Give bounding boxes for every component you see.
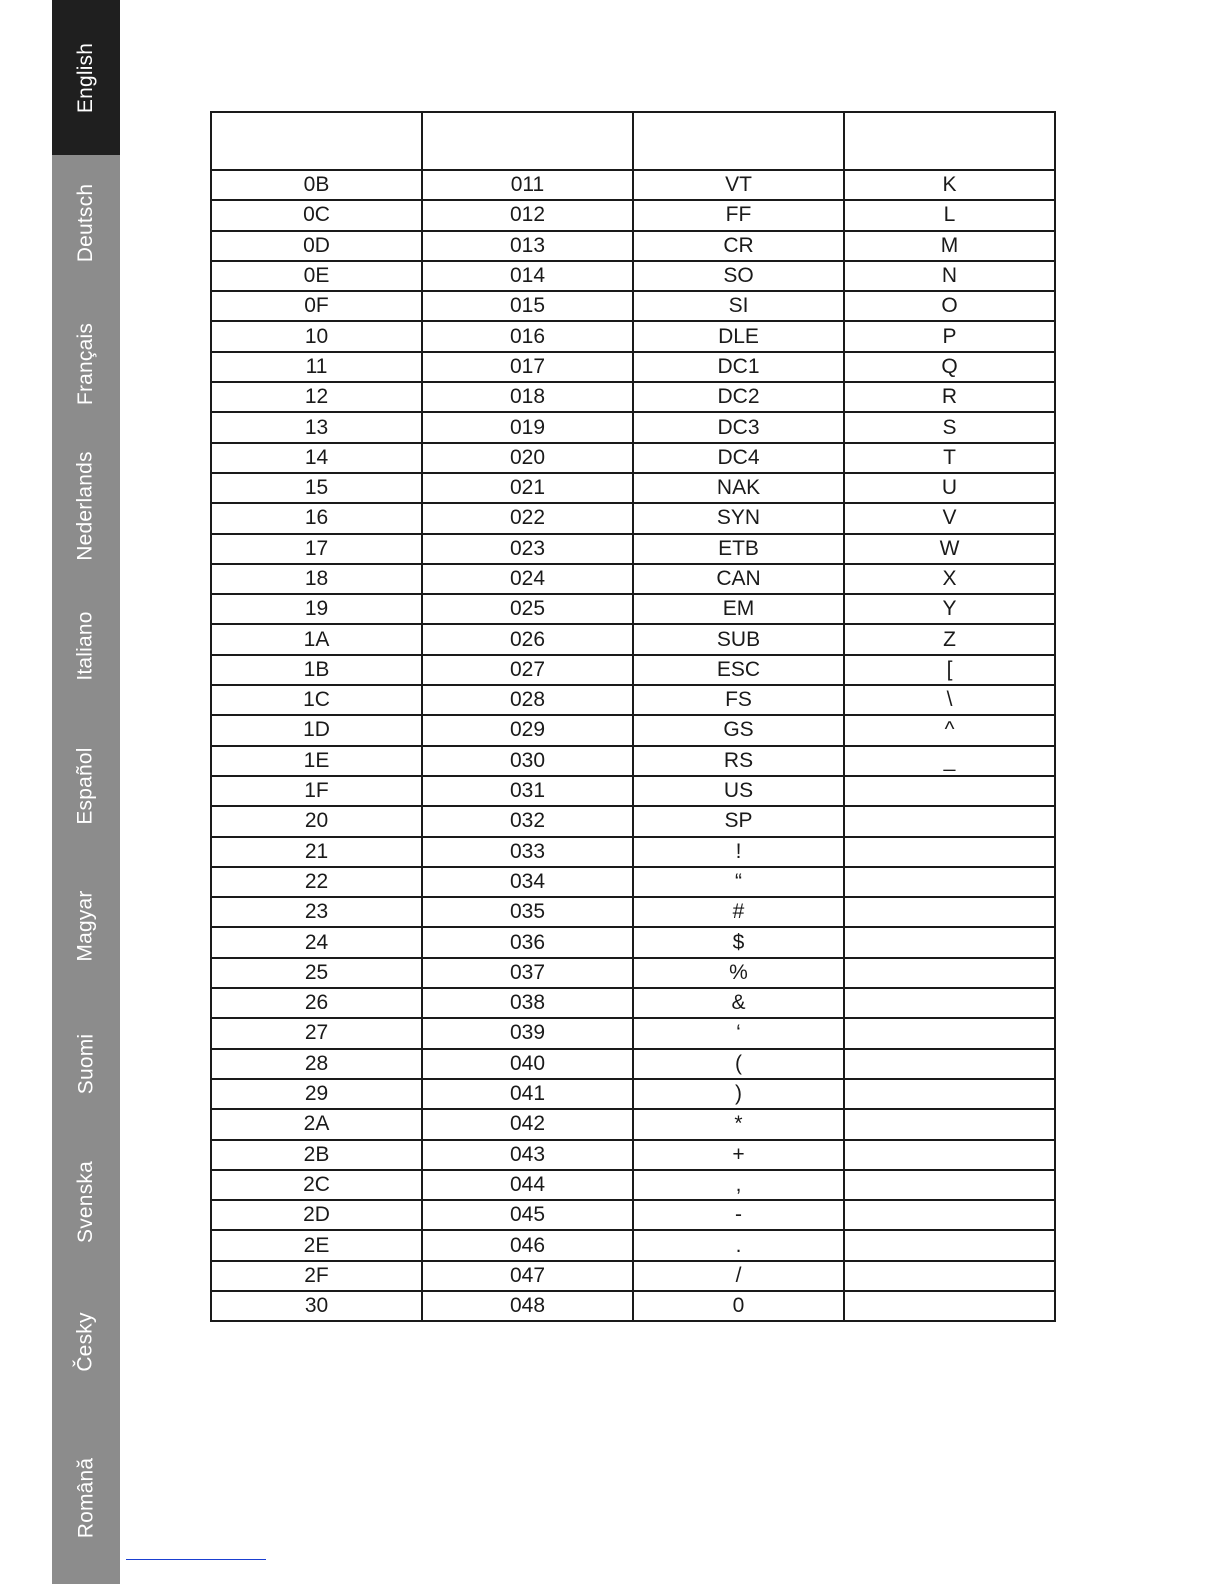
lang-tab-label: English xyxy=(74,42,97,113)
decimal-cell: 011 xyxy=(422,170,633,200)
lang-tab-deutsch[interactable] xyxy=(52,155,120,291)
key-cell xyxy=(844,806,1055,836)
table-row xyxy=(211,443,1055,473)
table-row xyxy=(211,1170,1055,1200)
table-row xyxy=(211,927,1055,957)
table-row xyxy=(211,958,1055,988)
table-row xyxy=(211,231,1055,261)
character-cell: DC2 xyxy=(633,382,844,412)
character-cell: SP xyxy=(633,806,844,836)
character-cell: ( xyxy=(633,1049,844,1079)
key-cell xyxy=(844,927,1055,957)
table-row xyxy=(211,382,1055,412)
table-row xyxy=(211,1200,1055,1230)
table-row xyxy=(211,473,1055,503)
character-cell: DC4 xyxy=(633,443,844,473)
character-cell: - xyxy=(633,1200,844,1230)
decimal-cell: 040 xyxy=(422,1049,633,1079)
decimal-cell: 038 xyxy=(422,988,633,1018)
header-cell-char xyxy=(633,112,844,170)
key-cell xyxy=(844,837,1055,867)
decimal-cell: 016 xyxy=(422,321,633,351)
character-cell: VT xyxy=(633,170,844,200)
hex-cell: 14 xyxy=(211,443,422,473)
key-cell: \ xyxy=(844,685,1055,715)
character-cell: ! xyxy=(633,837,844,867)
key-cell xyxy=(844,1291,1055,1321)
key-cell xyxy=(844,1200,1055,1230)
key-cell xyxy=(844,1170,1055,1200)
key-cell xyxy=(844,958,1055,988)
hex-cell: 16 xyxy=(211,503,422,533)
table-row xyxy=(211,685,1055,715)
table-row xyxy=(211,200,1055,230)
table-row xyxy=(211,806,1055,836)
decimal-cell: 034 xyxy=(422,867,633,897)
decimal-cell: 033 xyxy=(422,837,633,867)
character-cell: “ xyxy=(633,867,844,897)
lang-tab-label: Deutsch xyxy=(74,183,98,263)
table-row xyxy=(211,594,1055,624)
character-cell: CAN xyxy=(633,564,844,594)
table-row xyxy=(211,321,1055,351)
hex-cell: 17 xyxy=(211,534,422,564)
lang-tab-suomi[interactable] xyxy=(52,996,120,1132)
hex-cell: 0D xyxy=(211,231,422,261)
character-cell: NAK xyxy=(633,473,844,503)
hex-cell: 15 xyxy=(211,473,422,503)
hex-cell: 0E xyxy=(211,261,422,291)
hex-cell: 28 xyxy=(211,1049,422,1079)
character-cell: RS xyxy=(633,746,844,776)
table-row xyxy=(211,897,1055,927)
key-cell xyxy=(844,1261,1055,1291)
decimal-cell: 031 xyxy=(422,776,633,806)
character-cell: DC3 xyxy=(633,412,844,442)
character-cell: SYN xyxy=(633,503,844,533)
decimal-cell: 019 xyxy=(422,412,633,442)
decimal-cell: 037 xyxy=(422,958,633,988)
key-cell xyxy=(844,1018,1055,1048)
lang-tab-label: Svenska xyxy=(74,1161,98,1243)
decimal-cell: 014 xyxy=(422,261,633,291)
lang-tab-espanol[interactable] xyxy=(52,716,120,856)
key-cell xyxy=(844,1140,1055,1170)
hex-cell: 1C xyxy=(211,685,422,715)
lang-tab-label: Magyar xyxy=(74,890,98,962)
character-cell: SUB xyxy=(633,624,844,654)
key-cell: Z xyxy=(844,624,1055,654)
table-row xyxy=(211,1291,1055,1321)
character-cell: + xyxy=(633,1140,844,1170)
key-cell: X xyxy=(844,564,1055,594)
lang-tab-label: Suomi xyxy=(74,1033,97,1095)
lang-tab-cesky[interactable] xyxy=(52,1272,120,1412)
character-cell: GS xyxy=(633,715,844,745)
decimal-cell: 044 xyxy=(422,1170,633,1200)
table-row xyxy=(211,715,1055,745)
character-cell: ESC xyxy=(633,655,844,685)
character-cell: ‘ xyxy=(633,1018,844,1048)
decimal-cell: 017 xyxy=(422,352,633,382)
hex-cell: 2E xyxy=(211,1230,422,1260)
decimal-cell: 045 xyxy=(422,1200,633,1230)
key-cell: S xyxy=(844,412,1055,442)
table-row xyxy=(211,1109,1055,1139)
hex-cell: 1B xyxy=(211,655,422,685)
decimal-cell: 046 xyxy=(422,1230,633,1260)
table-row xyxy=(211,170,1055,200)
decimal-cell: 025 xyxy=(422,594,633,624)
key-cell: U xyxy=(844,473,1055,503)
lang-tab-label: Français xyxy=(74,322,97,405)
table-body xyxy=(211,170,1055,1321)
key-cell: [ xyxy=(844,655,1055,685)
hex-cell: 10 xyxy=(211,321,422,351)
decimal-cell: 048 xyxy=(422,1291,633,1321)
table-row xyxy=(211,261,1055,291)
lang-tab-svenska[interactable] xyxy=(52,1132,120,1272)
decimal-cell: 018 xyxy=(422,382,633,412)
lang-tab-label: Italiano xyxy=(74,611,98,681)
hex-cell: 25 xyxy=(211,958,422,988)
hex-cell: 18 xyxy=(211,564,422,594)
key-cell: T xyxy=(844,443,1055,473)
lang-tab-magyar[interactable] xyxy=(52,856,120,996)
hex-cell: 0F xyxy=(211,291,422,321)
character-cell: $ xyxy=(633,927,844,957)
character-cell: / xyxy=(633,1261,844,1291)
hex-cell: 26 xyxy=(211,988,422,1018)
decimal-cell: 047 xyxy=(422,1261,633,1291)
key-cell xyxy=(844,1079,1055,1109)
lang-tab-nederlands[interactable] xyxy=(52,436,120,576)
character-cell: DC1 xyxy=(633,352,844,382)
character-cell: DLE xyxy=(633,321,844,351)
character-cell: SI xyxy=(633,291,844,321)
hex-cell: 1D xyxy=(211,715,422,745)
key-cell: M xyxy=(844,231,1055,261)
table-row xyxy=(211,412,1055,442)
lang-tab-label: Česky xyxy=(73,1312,97,1372)
hex-cell: 11 xyxy=(211,352,422,382)
hex-cell: 20 xyxy=(211,806,422,836)
hex-cell: 27 xyxy=(211,1018,422,1048)
character-cell: EM xyxy=(633,594,844,624)
decimal-cell: 026 xyxy=(422,624,633,654)
decimal-cell: 013 xyxy=(422,231,633,261)
hex-cell: 19 xyxy=(211,594,422,624)
key-cell xyxy=(844,1109,1055,1139)
key-cell: N xyxy=(844,261,1055,291)
decimal-cell: 039 xyxy=(422,1018,633,1048)
hex-cell: 2C xyxy=(211,1170,422,1200)
decimal-cell: 027 xyxy=(422,655,633,685)
decimal-cell: 042 xyxy=(422,1109,633,1139)
decimal-cell: 012 xyxy=(422,200,633,230)
character-cell: % xyxy=(633,958,844,988)
table-row xyxy=(211,655,1055,685)
hex-cell: 12 xyxy=(211,382,422,412)
hex-cell: 1F xyxy=(211,776,422,806)
key-cell xyxy=(844,776,1055,806)
character-cell: US xyxy=(633,776,844,806)
table-row xyxy=(211,352,1055,382)
table-row xyxy=(211,837,1055,867)
lang-tab-label: Español xyxy=(74,747,98,825)
table-row xyxy=(211,1230,1055,1260)
decimal-cell: 028 xyxy=(422,685,633,715)
table-row xyxy=(211,1079,1055,1109)
hex-cell: 1A xyxy=(211,624,422,654)
table-row xyxy=(211,624,1055,654)
hex-cell: 0B xyxy=(211,170,422,200)
character-cell: # xyxy=(633,897,844,927)
header-cell-hex xyxy=(211,112,422,170)
lang-tab-english[interactable] xyxy=(52,0,120,155)
decimal-cell: 030 xyxy=(422,746,633,776)
header-cell-key xyxy=(844,112,1055,170)
hex-cell: 29 xyxy=(211,1079,422,1109)
key-cell xyxy=(844,1049,1055,1079)
key-cell: P xyxy=(844,321,1055,351)
ascii-code-table xyxy=(210,111,1056,1322)
key-cell xyxy=(844,867,1055,897)
hex-cell: 22 xyxy=(211,867,422,897)
table-row xyxy=(211,1049,1055,1079)
table-row xyxy=(211,564,1055,594)
character-cell: & xyxy=(633,988,844,1018)
decimal-cell: 022 xyxy=(422,503,633,533)
character-cell: * xyxy=(633,1109,844,1139)
decimal-cell: 021 xyxy=(422,473,633,503)
key-cell: K xyxy=(844,170,1055,200)
decimal-cell: 020 xyxy=(422,443,633,473)
character-cell: SO xyxy=(633,261,844,291)
character-cell: ETB xyxy=(633,534,844,564)
hex-cell: 2A xyxy=(211,1109,422,1139)
key-cell: O xyxy=(844,291,1055,321)
character-cell: FS xyxy=(633,685,844,715)
character-cell: FF xyxy=(633,200,844,230)
table-row xyxy=(211,503,1055,533)
hex-cell: 1E xyxy=(211,746,422,776)
lang-tab-romana[interactable] xyxy=(52,1412,120,1584)
decimal-cell: 036 xyxy=(422,927,633,957)
key-cell: W xyxy=(844,534,1055,564)
hex-cell: 21 xyxy=(211,837,422,867)
key-cell: ^ xyxy=(844,715,1055,745)
decimal-cell: 023 xyxy=(422,534,633,564)
table-row xyxy=(211,988,1055,1018)
hex-cell: 2B xyxy=(211,1140,422,1170)
footer-rule xyxy=(126,1559,266,1560)
decimal-cell: 035 xyxy=(422,897,633,927)
header-cell-dec xyxy=(422,112,633,170)
table-header-row xyxy=(211,112,1055,170)
table-row xyxy=(211,1261,1055,1291)
table-row xyxy=(211,1140,1055,1170)
decimal-cell: 029 xyxy=(422,715,633,745)
language-sidebar xyxy=(52,0,120,1584)
table-row xyxy=(211,534,1055,564)
table-row xyxy=(211,746,1055,776)
character-cell: CR xyxy=(633,231,844,261)
decimal-cell: 032 xyxy=(422,806,633,836)
lang-tab-label: Română xyxy=(74,1457,98,1539)
hex-cell: 0C xyxy=(211,200,422,230)
hex-cell: 2D xyxy=(211,1200,422,1230)
hex-cell: 24 xyxy=(211,927,422,957)
character-cell: . xyxy=(633,1230,844,1260)
key-cell: Y xyxy=(844,594,1055,624)
hex-cell: 30 xyxy=(211,1291,422,1321)
decimal-cell: 015 xyxy=(422,291,633,321)
table-row xyxy=(211,776,1055,806)
lang-tab-francais[interactable] xyxy=(52,291,120,436)
decimal-cell: 041 xyxy=(422,1079,633,1109)
lang-tab-italiano[interactable] xyxy=(52,576,120,716)
character-cell: 0 xyxy=(633,1291,844,1321)
key-cell xyxy=(844,988,1055,1018)
table-row xyxy=(211,1018,1055,1048)
table-row xyxy=(211,867,1055,897)
table-row xyxy=(211,291,1055,321)
key-cell: V xyxy=(844,503,1055,533)
decimal-cell: 024 xyxy=(422,564,633,594)
key-cell: _ xyxy=(844,746,1055,776)
character-cell: ) xyxy=(633,1079,844,1109)
key-cell xyxy=(844,897,1055,927)
key-cell: L xyxy=(844,200,1055,230)
hex-cell: 2F xyxy=(211,1261,422,1291)
decimal-cell: 043 xyxy=(422,1140,633,1170)
character-cell: , xyxy=(633,1170,844,1200)
hex-cell: 13 xyxy=(211,412,422,442)
hex-cell: 23 xyxy=(211,897,422,927)
lang-tab-label: Nederlands xyxy=(74,451,97,561)
key-cell: Q xyxy=(844,352,1055,382)
key-cell xyxy=(844,1230,1055,1260)
key-cell: R xyxy=(844,382,1055,412)
